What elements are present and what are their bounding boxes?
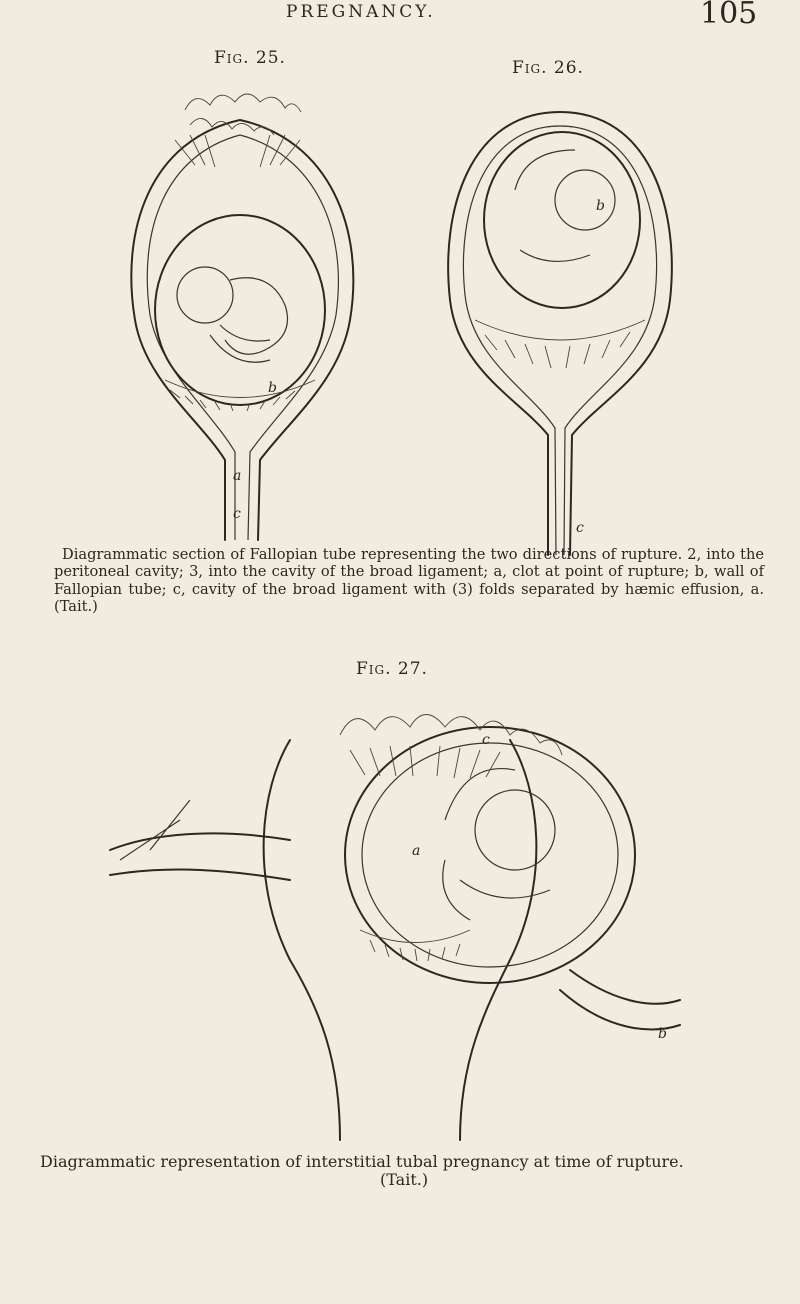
fig27-clot-cluster: [340, 715, 562, 779]
fig25-clot-cluster: [175, 94, 301, 167]
fig27-sac: [345, 727, 635, 983]
figure-26-illustration: [430, 100, 690, 560]
fig25-letter-a: a: [233, 468, 242, 484]
page-number: 105: [700, 0, 758, 31]
figure-27-illustration: [90, 680, 690, 1150]
fig27-uterus: [264, 740, 537, 1140]
fig27-letter-a: a: [412, 843, 421, 859]
fig27-letter-b: b: [658, 1026, 667, 1042]
fig26-letter-c: c: [576, 520, 584, 536]
figure-25-label: Fig. 25.: [214, 48, 286, 68]
fig26-fetus: [484, 132, 640, 308]
fig25-fetus: [155, 215, 325, 411]
fig26-letter-b: b: [596, 198, 605, 214]
fig25-letter-b: b: [268, 380, 277, 396]
figure-27-credit: (Tait.): [380, 1170, 429, 1189]
fig27-letter-c: c: [482, 732, 490, 748]
figure-27-label: Fig. 27.: [356, 659, 428, 679]
figure-27-caption: Diagrammatic representation of interstitial tubal pregnancy at time of rupture.: [40, 1152, 684, 1171]
fig26-effusion: [475, 320, 645, 368]
figure-25-illustration: [90, 80, 390, 550]
fig27-right-tube: [560, 970, 680, 1029]
fig25-outer-sac: [131, 120, 353, 540]
fig25-letter-c: c: [233, 506, 241, 522]
running-head: PREGNANCY.: [286, 2, 436, 22]
fig26-outer-sac: [448, 112, 672, 555]
fig27-fetus: [443, 769, 555, 920]
figure-26-label: Fig. 26.: [512, 58, 584, 78]
figure-25-26-caption: Diagrammatic section of Fallopian tube representing the two directions of rupture. 2, into the peritoneal cavity; 3, into the cavity of the broad ligament; a, clot at point of rupture; b, wall of Fallopian tube; c, cavity of the broad ligament with (3) folds separated by hæmic effusion, a. (Tait.): [54, 546, 764, 616]
